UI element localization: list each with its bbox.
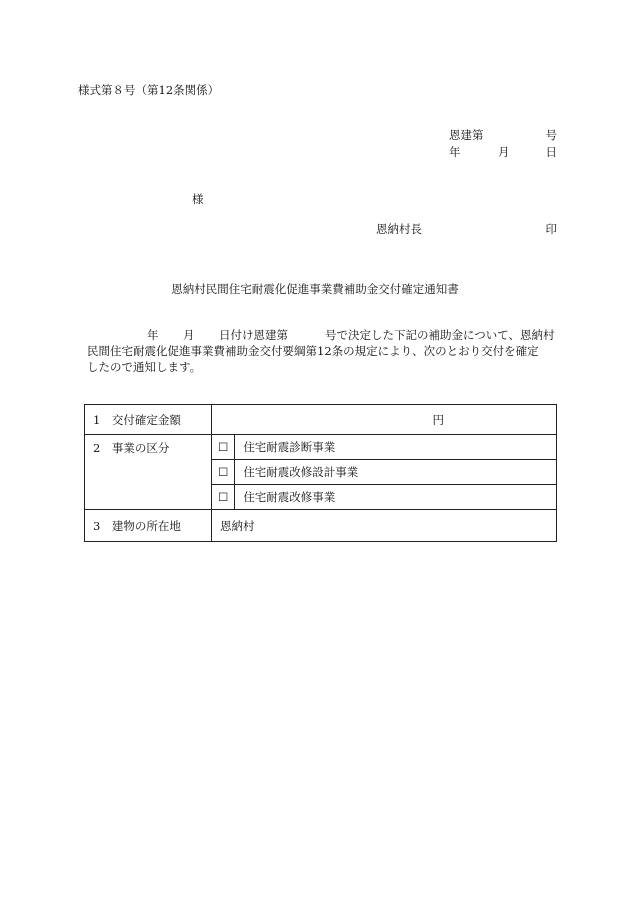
addressee-honorific: 様 [192,192,204,206]
table-row [85,435,557,460]
option-design: 住宅耐震改修設計事業 [235,460,557,485]
date-day: 日 [545,145,557,159]
body-dated-ref: 日付け恩建第 [219,328,288,342]
category-label: 2 事業の区分 [85,435,212,510]
checkbox-diagnosis[interactable]: ☐ [212,435,235,460]
checkbox-renovation[interactable]: ☐ [212,485,235,510]
form-number-label: 様式第８号（第12条関係） [78,83,220,97]
date-year: 年 [449,145,461,159]
notice-body [87,327,558,375]
date-month: 月 [498,145,510,159]
body-month: 月 [183,328,195,342]
table-row [85,510,557,542]
amount-label: 1 交付確定金額 [85,405,212,435]
sender-name: 恩納村長 [376,222,422,236]
sender-line [376,222,557,236]
body-line-3: したので通知します。 [87,360,202,374]
date-line [449,145,557,159]
body-line-2: 民間住宅耐震化促進事業費補助金交付要綱第12条の規定により、次のとおり交付を確定 [87,344,539,358]
checkbox-design[interactable]: ☐ [212,460,235,485]
option-diagnosis: 住宅耐震診断事業 [235,435,557,460]
body-line-1-rest: 号で決定した下記の補助金について、恩納村 [325,328,555,342]
detail-table [84,404,557,542]
table-row [85,405,557,435]
seal-mark: 印 [545,222,557,236]
option-renovation: 住宅耐震改修事業 [235,485,557,510]
body-year: 年 [147,328,159,342]
location-field[interactable]: 恩納村 [212,510,557,542]
reference-suffix: 号 [545,128,557,142]
reference-prefix: 恩建第 [449,128,484,142]
location-label: 3 建物の所在地 [85,510,212,542]
amount-field[interactable] [212,405,557,435]
yen-unit: 円 [432,412,444,427]
body-line-1 [93,327,558,343]
document-title: 恩納村民間住宅耐震化促進事業費補助金交付確定通知書 [171,282,459,296]
